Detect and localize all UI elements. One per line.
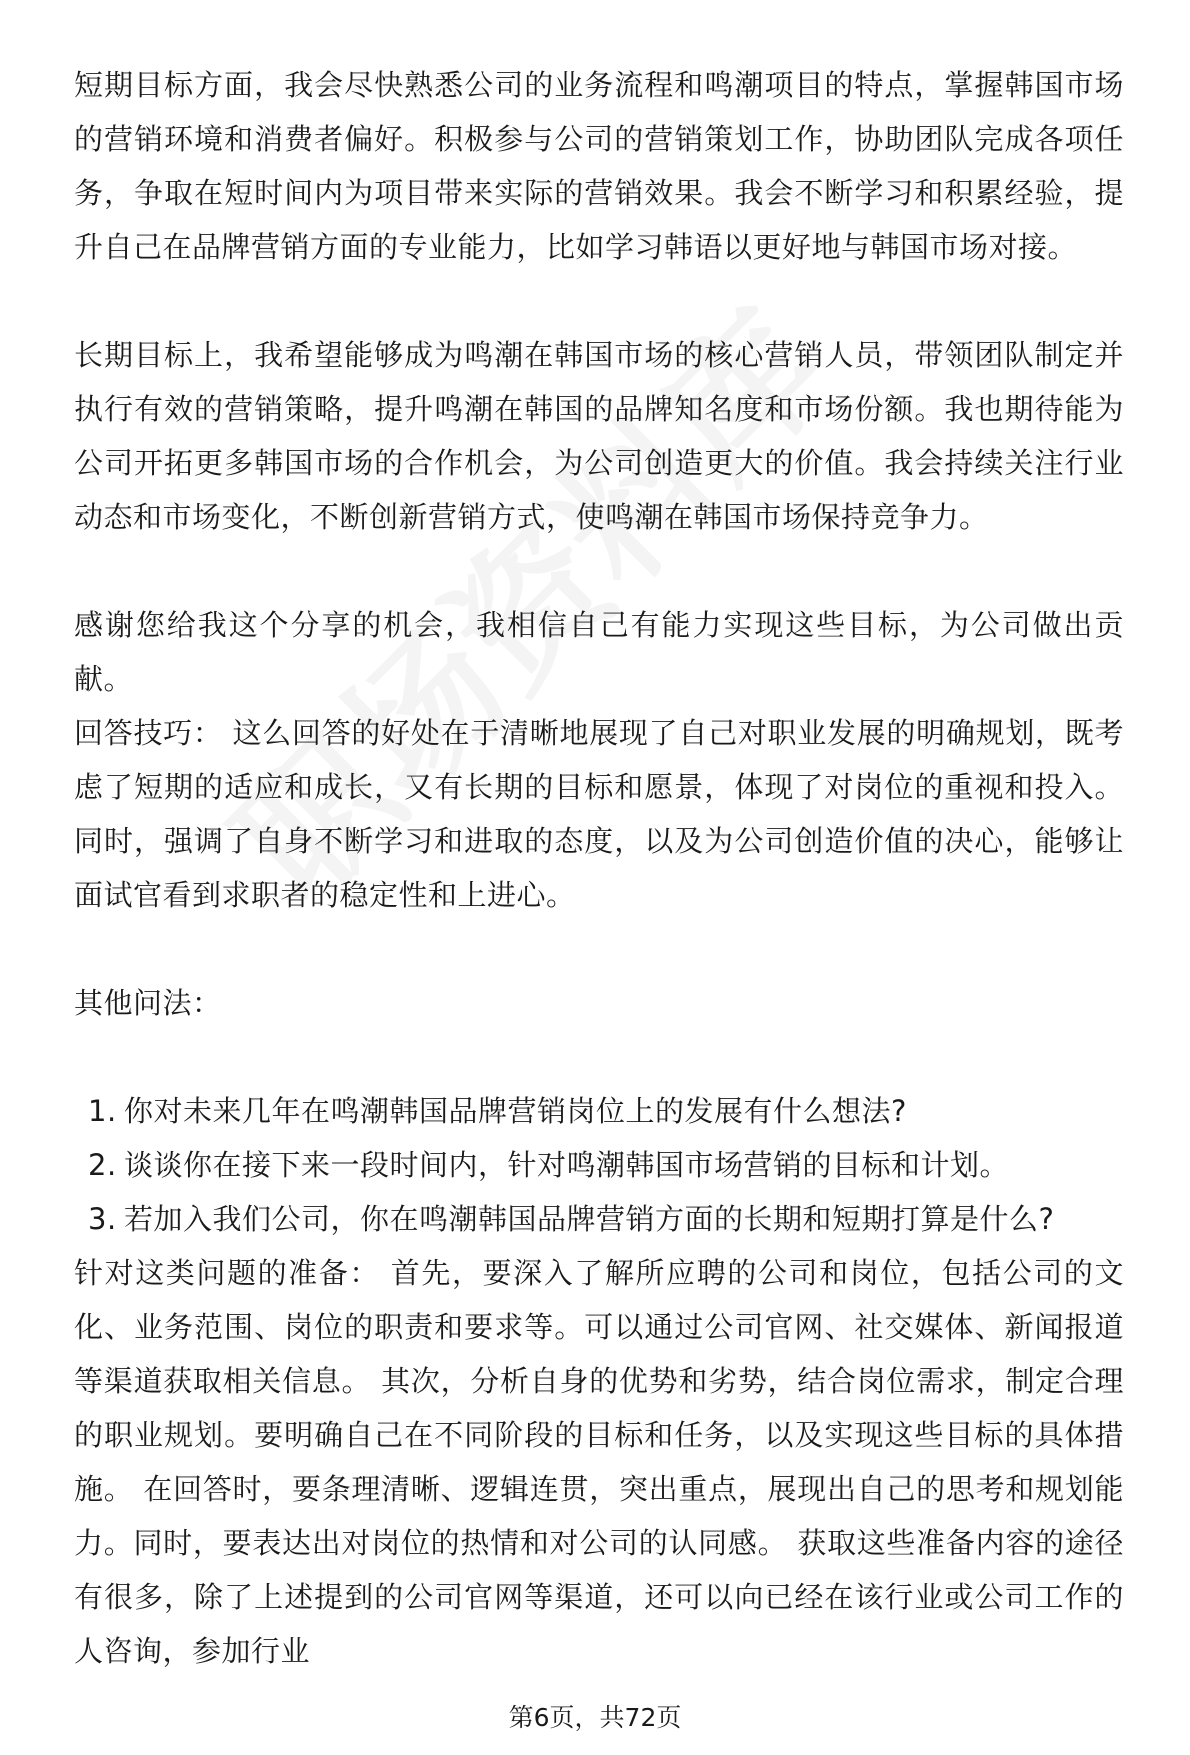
list-item <box>88 1192 1054 1246</box>
list-item <box>88 1138 1054 1192</box>
other-questions-heading: 其他问法： <box>74 986 222 1020</box>
list-item-number: 3. <box>88 1202 117 1236</box>
page-number: 第6页，共72页 <box>508 1703 682 1732</box>
list-item-number: 1. <box>88 1094 117 1128</box>
list-item <box>88 1084 1054 1138</box>
paragraph-thanks: 感谢您给我这个分享的机会，我相信自己有能力实现这些目标，为公司做出贡献。 <box>74 608 1124 696</box>
list-item-text: 若加入我们公司，你在鸣潮韩国品牌营销方面的长期和短期打算是什么? <box>124 1202 1055 1236</box>
list-item-text: 你对未来几年在鸣潮韩国品牌营销岗位上的发展有什么想法? <box>124 1094 907 1128</box>
paragraph-short-term: 短期目标方面，我会尽快熟悉公司的业务流程和鸣潮项目的特点，掌握韩国市场的营销环境和消费者偏好。积极参与公司的营销策划工作，协助团队完成各项任务，争取在短时间内为项目带来实际的营销效果。我会不断学习和积累经验，提升自己在品牌营销方面的专业能力，比如学习韩语以更好地与韩国市场对接。 <box>74 68 1124 264</box>
paragraph-long-term: 长期目标上，我希望能够成为鸣潮在韩国市场的核心营销人员，带领团队制定并执行有效的营销策略，提升鸣潮在韩国的品牌知名度和市场份额。我也期待能为公司开拓更多韩国市场的合作机会，为公司创造更大的价值。我会持续关注行业动态和市场变化，不断创新营销方式，使鸣潮在韩国市场保持竞争力。 <box>74 338 1124 534</box>
paragraph-answer-tips: 回答技巧： 这么回答的好处在于清晰地展现了自己对职业发展的明确规划，既考虑了短期的适应和成长，又有长期的目标和愿景，体现了对岗位的重视和投入。同时，强调了自身不断学习和进取的态度，以及为公司创造价值的决心，能够让面试官看到求职者的稳定性和上进心。 <box>74 716 1124 912</box>
other-questions-list <box>88 1084 1054 1246</box>
list-item-text: 谈谈你在接下来一段时间内，针对鸣潮韩国市场营销的目标和计划。 <box>124 1148 1010 1182</box>
paragraph-preparation: 针对这类问题的准备： 首先，要深入了解所应聘的公司和岗位，包括公司的文化、业务范围、岗位的职责和要求等。可以通过公司官网、社交媒体、新闻报道等渠道获取相关信息。 其次，分析自身的优势和劣势，结合岗位需求，制定合理的职业规划。要明确自己在不同阶段的目标和任务，以及实现这些目标的具体措施。 在回答时，要条理清晰、逻辑连贯，突出重点，展现出自己的思考和规划能力。同时，要表达出对岗位的热情和对公司的认同感。 获取这些准备内容的途径有很多，除了上述提到的公司官网等渠道，还可以向已经在该行业或公司工作的人咨询，参加行业 <box>74 1256 1124 1668</box>
list-item-number: 2. <box>88 1148 117 1182</box>
